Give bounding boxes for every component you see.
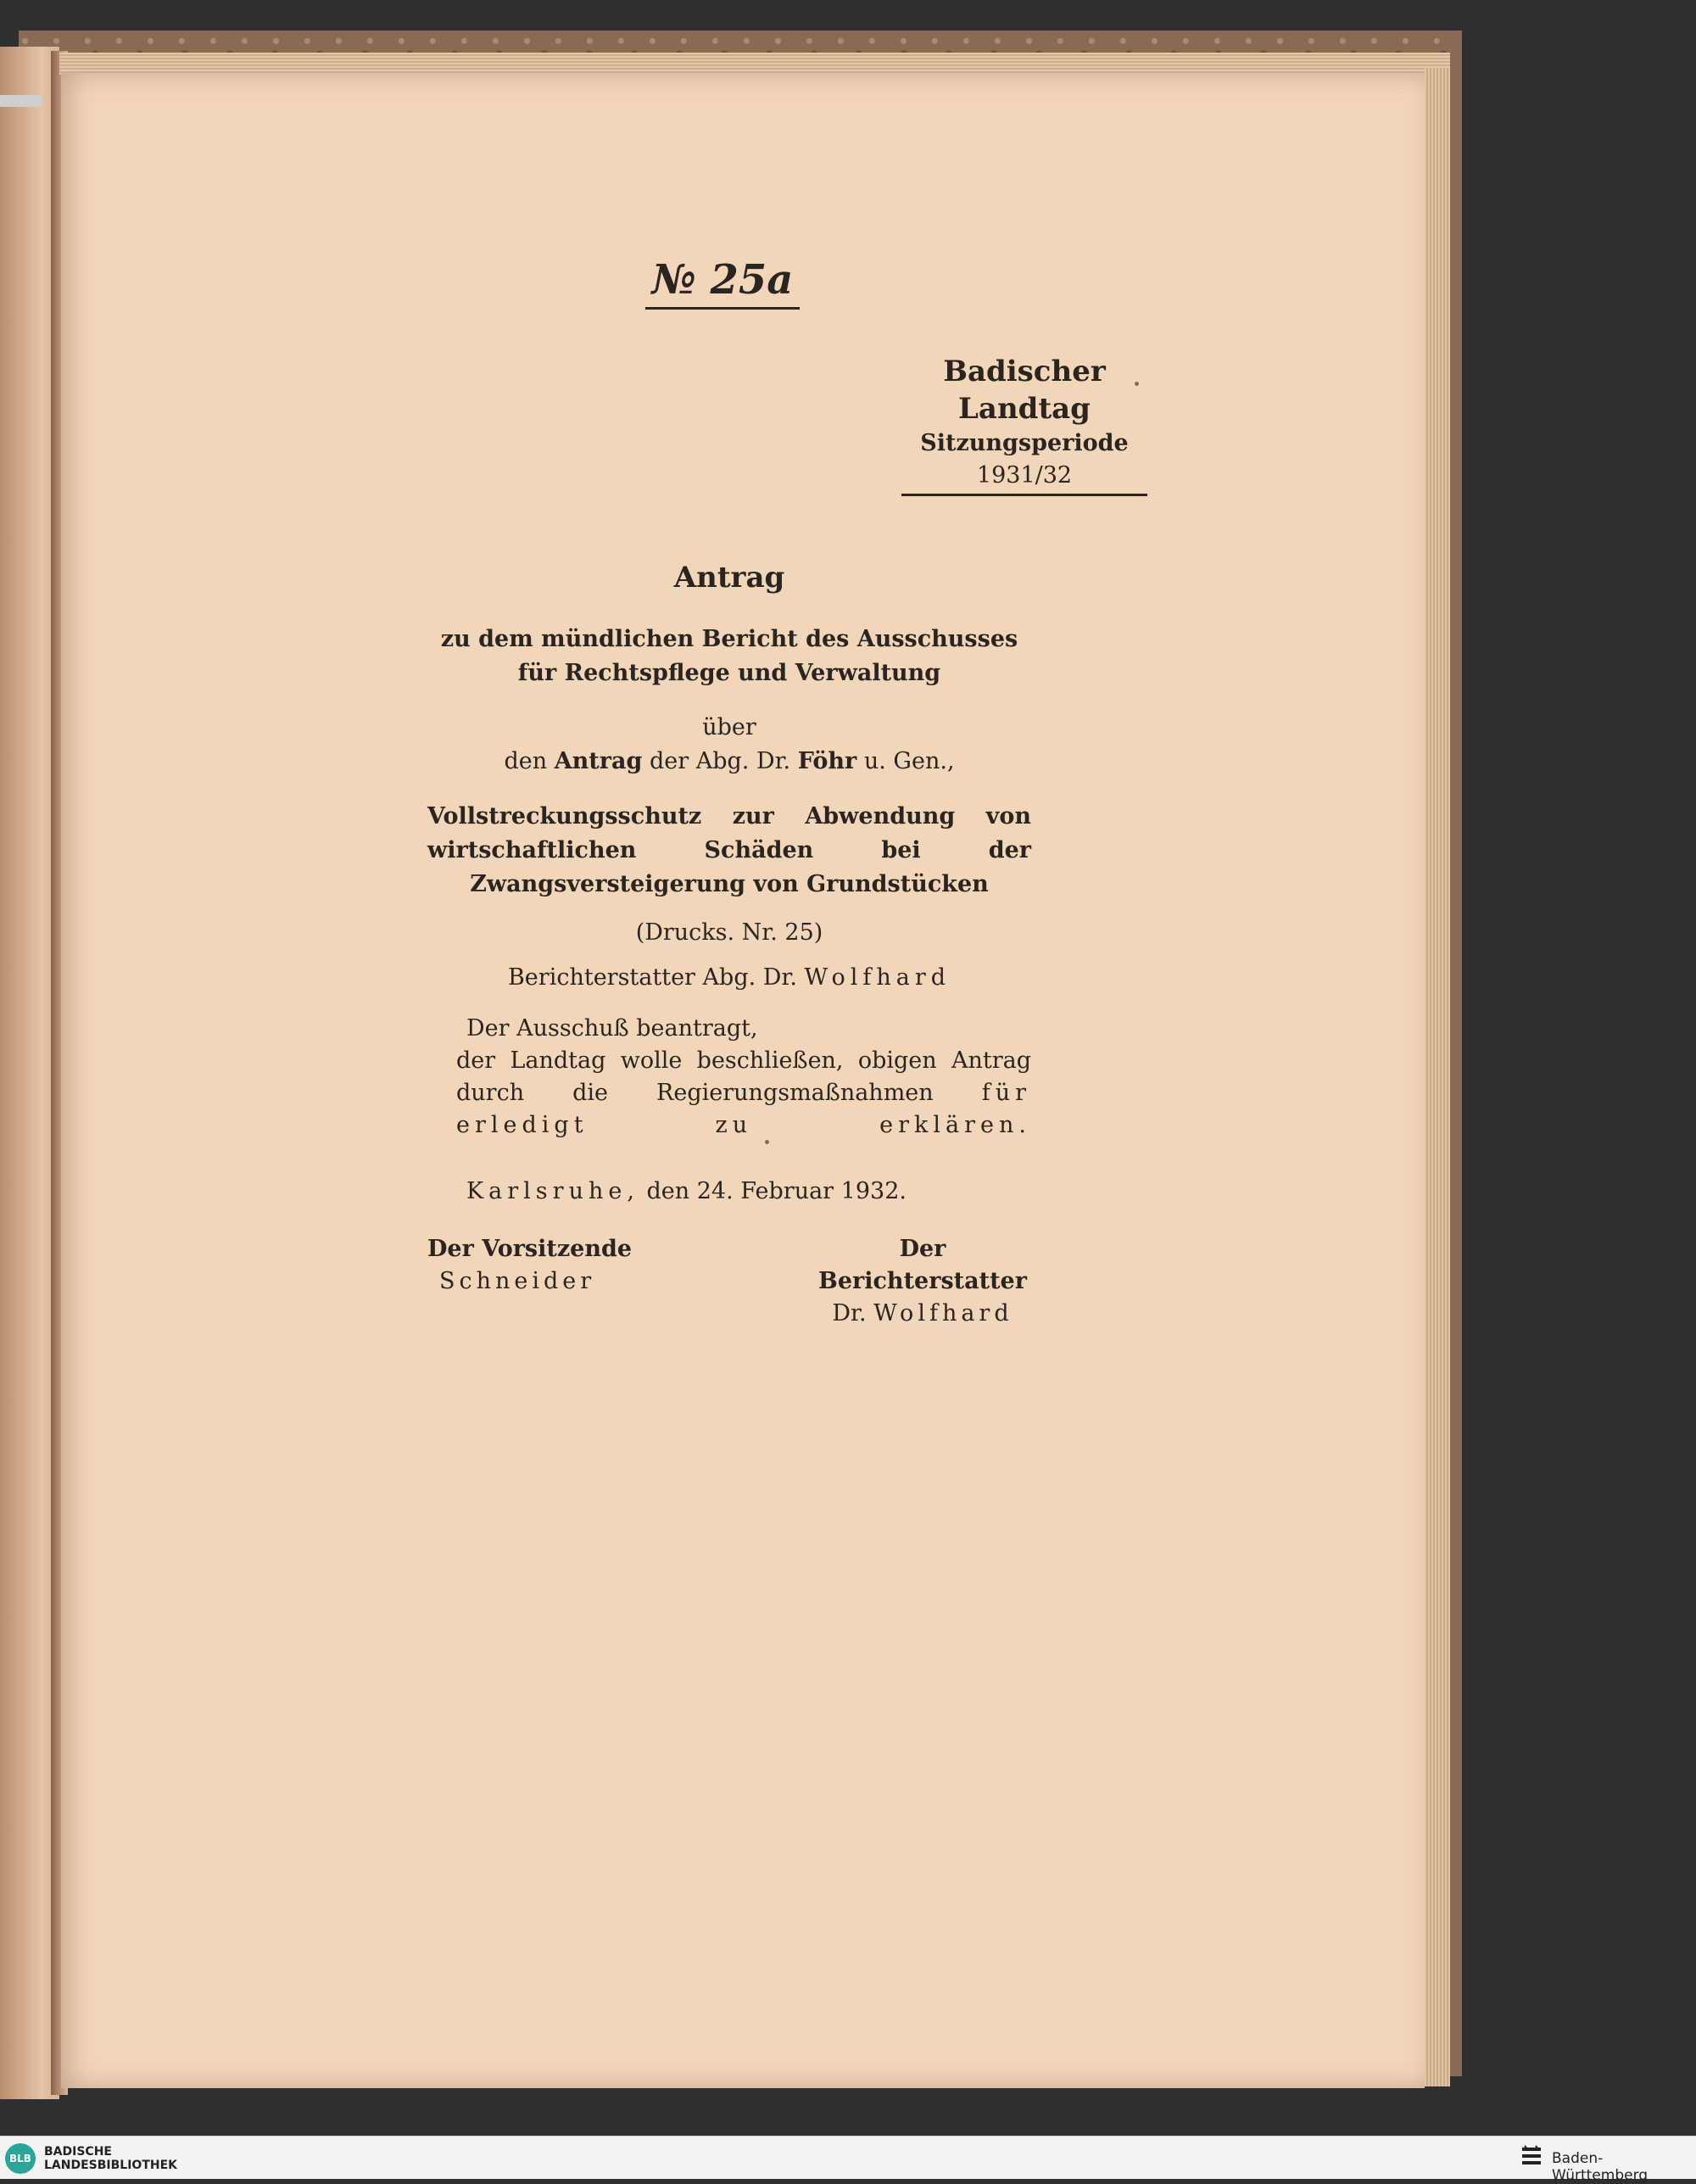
place: Karlsruhe, [466,1178,639,1204]
landtag-subtitle: Sitzungsperiode [920,430,1129,456]
antrag-line: den Antrag der Abg. Dr. Föhr u. Gen., [504,748,955,774]
body-line-1: Der Ausschuß beantragt, [466,1015,758,1042]
blb-name[interactable]: BADISCHE LANDESBIBLIOTHEK [44,2145,178,2172]
landtag-title: Badischer Landtag [943,355,1106,426]
page-stack-top [59,53,1450,75]
page-clip [0,95,42,107]
berichterstatter-line: Berichterstatter Abg. Dr. Wolfhard [507,964,951,991]
signature-rapporteur: Der Berichterstatter Dr. Wolfhard [818,1236,1027,1327]
drucks-reference: (Drucks. Nr. 25) [635,919,823,946]
ueber-line: über [702,714,756,740]
zu-line: zu dem mündlichen Bericht des Ausschusses für Rechtspflege und Verwaltung [440,626,1018,686]
subject: Vollstreckungsschutz zur Abwendung von wirtschaftlichen Schäden bei der Zwangsversteigerung von Grundstücken [427,803,1031,897]
signature-chair: Der Vorsitzende Schneider [427,1236,633,1294]
berichterstatter-name: Wolfhard [804,964,951,991]
body-line-2: der Landtag wolle beschließen, obigen Antrag durch die Regierungsmaßnahmen für erledigt zu erklären. [456,1047,1031,1138]
blb-logo[interactable]: BLB [5,2143,36,2174]
baden-wuerttemberg-label[interactable]: Baden-Württemberg [1552,2150,1649,2184]
date-line: Karlsruhe, den 24. Februar 1932. [466,1178,907,1204]
page-stack-edge [1425,68,1450,2086]
footer-bar [0,2136,1696,2184]
baden-wuerttemberg-lions-icon [1520,2144,1543,2170]
landtag-header [880,353,1169,496]
heading: Antrag [673,561,785,595]
landtag-year: 1931/32 [976,462,1073,489]
paper-speck [1135,382,1139,386]
motion-body [427,1013,1031,1142]
paper-speck [765,1140,769,1144]
landtag-rule [901,494,1147,496]
document-number: № 25a [61,256,1401,310]
document-page [61,73,1425,2088]
